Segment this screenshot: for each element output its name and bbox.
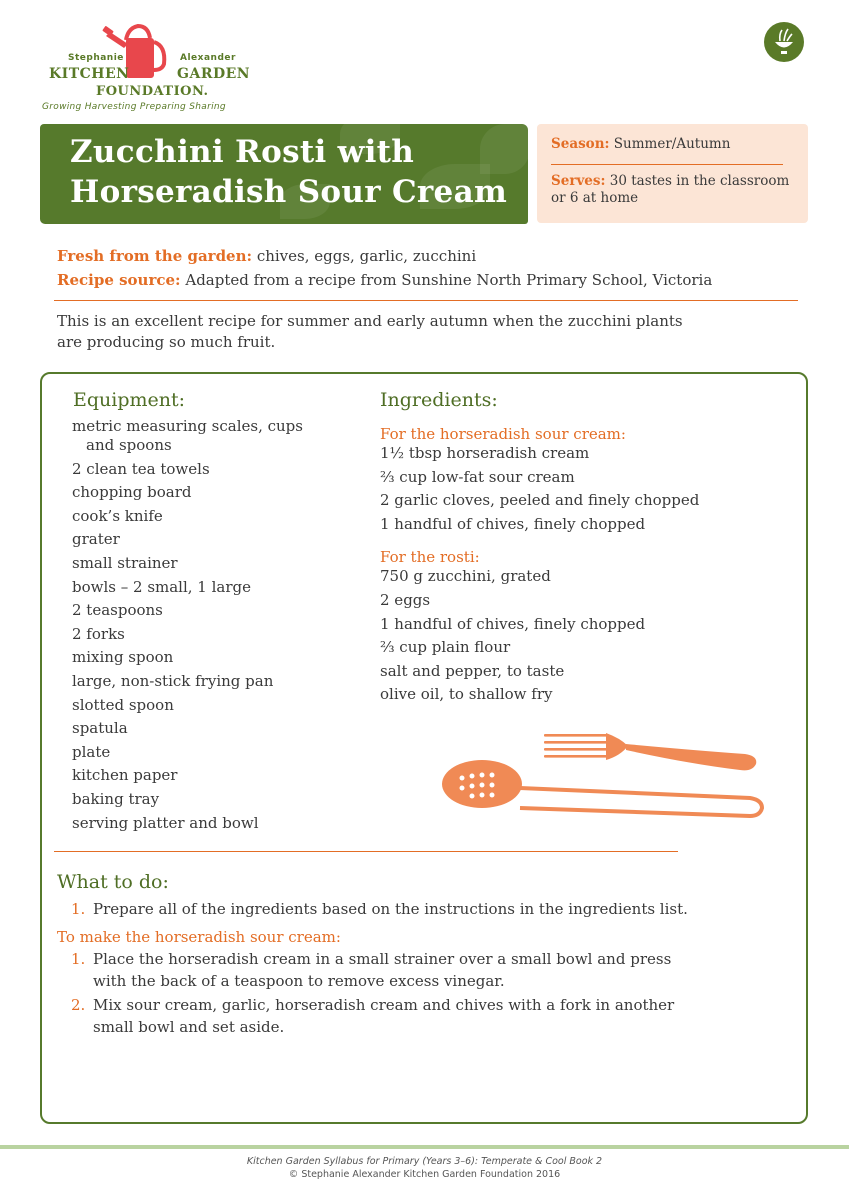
logo-line1b: Alexander	[180, 53, 236, 63]
equipment-item: baking tray	[72, 789, 160, 808]
ingredient-item: ⅔ cup plain flour	[380, 638, 511, 657]
logo-line1a: Stephanie	[68, 53, 124, 63]
method-step	[57, 898, 697, 921]
logo-line2b: GARDEN	[177, 66, 251, 82]
garden-bowl-icon	[764, 22, 804, 62]
info-divider	[551, 164, 783, 165]
footer-line2: © Stephanie Alexander Kitchen Garden Foundation 2016	[288, 1169, 561, 1180]
ingredients-heading: Ingredients:	[380, 389, 498, 411]
recipe-title-line1: Zucchini Rosti with	[70, 134, 415, 170]
ingredient-item: 750 g zucchini, grated	[380, 567, 551, 586]
equipment-item: 2 forks	[72, 624, 125, 643]
equipment-list	[72, 417, 332, 837]
season-value: Summer/Autumn	[613, 136, 731, 152]
ingredient-item: 2 garlic cloves, peeled and finely chopped	[380, 491, 700, 510]
step-text: Place the horseradish cream in a small strainer over a small bowl and press with the back of a teaspoon to remove excess vinegar.	[93, 949, 672, 990]
recipe-title	[70, 132, 507, 212]
equipment-item: spatula	[72, 719, 128, 738]
equipment-item: mixing spoon	[72, 648, 174, 667]
ingredients-group1	[380, 444, 720, 534]
equipment-item: slotted spoon	[72, 695, 174, 714]
section-divider	[54, 851, 678, 852]
ingredients-gap	[380, 538, 720, 548]
ingredient-item: 2 eggs	[380, 590, 431, 609]
equipment-item: cook’s knife	[72, 506, 163, 525]
source-value: Adapted from a recipe from Sunshine North Primary School, Victoria	[185, 271, 713, 289]
equipment-item: metric measuring scales, cups and spoons	[72, 417, 303, 454]
ingredients-group1-label: For the horseradish sour cream:	[380, 425, 626, 443]
ingredient-item: olive oil, to shallow fry	[380, 685, 553, 704]
method-subheading: To make the horseradish sour cream:	[57, 927, 341, 946]
equipment-item: chopping board	[72, 483, 192, 502]
fresh-value: chives, eggs, garlic, zucchini	[256, 247, 477, 265]
logo-line2a: KITCHEN	[49, 66, 130, 82]
equipment-item: 2 clean tea towels	[72, 459, 210, 478]
method-heading: What to do:	[57, 871, 169, 893]
title-banner	[40, 124, 528, 224]
step-number: 1.	[71, 900, 86, 918]
ingredients-group2	[380, 567, 720, 704]
season-label: Season:	[551, 136, 610, 152]
ingredient-item: 1½ tbsp horseradish cream	[380, 444, 590, 462]
logo-line3: FOUNDATION.	[96, 84, 209, 99]
ingredient-item: salt and pepper, to taste	[380, 661, 565, 680]
fresh-label: Fresh from the garden:	[57, 247, 253, 265]
equipment-item: kitchen paper	[72, 766, 178, 785]
season-serves-box	[537, 124, 808, 223]
method-step	[57, 994, 697, 1039]
equipment-item: 2 teaspoons	[72, 601, 163, 620]
ingredient-item: 1 handful of chives, finely chopped	[380, 514, 646, 533]
ingredients-list	[380, 425, 720, 709]
serves-label: Serves:	[551, 173, 606, 189]
method-substeps	[57, 948, 697, 1039]
step-number: 2.	[71, 995, 86, 1014]
footer-line1: Kitchen Garden Syllabus for Primary (Years 3–6): Temperate & Cool Book 2	[246, 1156, 603, 1167]
equipment-item: plate	[72, 742, 111, 761]
season-row	[551, 136, 794, 153]
method-section	[57, 870, 697, 1040]
source-label: Recipe source:	[57, 271, 181, 289]
equipment-heading: Equipment:	[73, 389, 186, 411]
serves-row	[551, 173, 794, 207]
recipe-title-line2: Horseradish Sour Cream	[70, 174, 508, 210]
footer-rule	[0, 1145, 849, 1149]
intro-text: This is an excellent recipe for summer and early autumn when the zucchini plants are producing so much fruit.	[57, 312, 683, 351]
source-row	[57, 268, 712, 292]
fork-and-slotted-spoon-icon	[440, 728, 770, 828]
equipment-item: small strainer	[72, 553, 178, 572]
meta-divider	[54, 300, 798, 301]
step-number: 1.	[71, 949, 86, 968]
serves-value: 30 tastes in the classroom or 6 at home	[551, 173, 790, 206]
step-text: Mix sour cream, garlic, horseradish cream and chives with a fork in another small bowl and set aside.	[93, 995, 675, 1036]
logo-tagline: Growing Harvesting Preparing Sharing	[42, 102, 226, 112]
equipment-item: grater	[72, 530, 120, 549]
ingredient-item: ⅔ cup low-fat sour cream	[380, 467, 575, 486]
ingredient-item: 1 handful of chives, finely chopped	[380, 614, 646, 633]
equipment-item: bowls – 2 small, 1 large	[72, 577, 252, 596]
foundation-logo	[20, 20, 260, 120]
method-steps	[57, 898, 697, 921]
step-text: Prepare all of the ingredients based on the instructions in the ingredients list.	[93, 900, 688, 918]
page-footer	[0, 1155, 849, 1181]
equipment-item: serving platter and bowl	[72, 813, 259, 832]
fresh-row	[57, 244, 712, 268]
equipment-item: large, non-stick frying pan	[72, 671, 274, 690]
method-step	[57, 948, 697, 993]
ingredients-group2-label: For the rosti:	[380, 548, 480, 567]
recipe-meta	[57, 244, 712, 292]
